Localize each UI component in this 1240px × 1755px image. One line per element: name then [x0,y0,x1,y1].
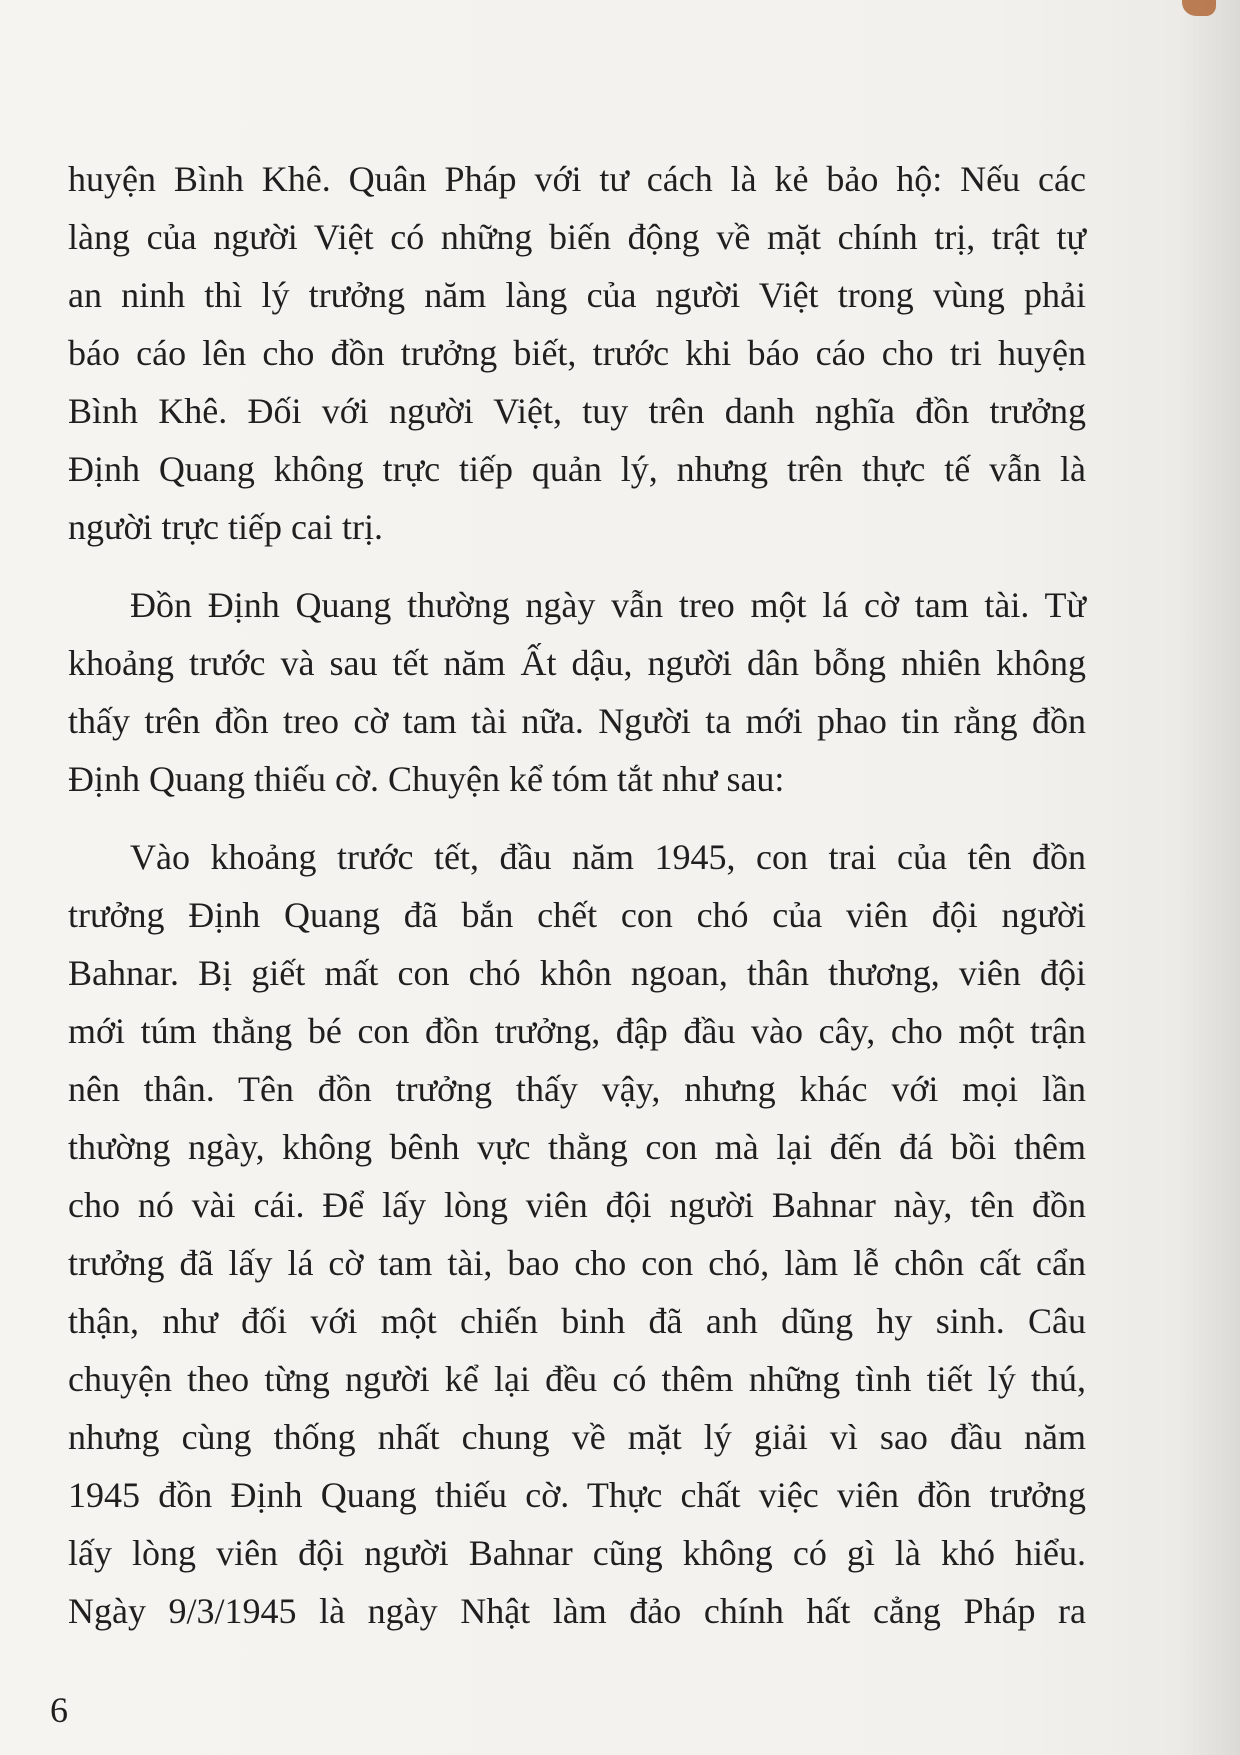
text-line: chuyện theo từng người kể lại đều có thêm những tình tiết lý thú, [68,1359,1086,1399]
text-line: làng của người Việt có những biến động về mặt chính trị, trật tự [68,217,1086,257]
text-line: trưởng Định Quang đã bắn chết con chó của viên đội người [68,895,1086,935]
text-line: Vào khoảng trước tết, đầu năm 1945, con trai của tên đồn [130,837,1086,877]
text-line: thấy trên đồn treo cờ tam tài nữa. Người ta mới phao tin rằng đồn [68,701,1086,741]
page-number: 6 [50,1690,68,1730]
paragraph-3 [68,828,1086,1640]
paragraph-2 [68,576,1086,808]
text-line: trưởng đã lấy lá cờ tam tài, bao cho con chó, làm lễ chôn cất cẩn [68,1243,1086,1283]
text-line: nhưng cùng thống nhất chung về mặt lý giải vì sao đầu năm [68,1417,1086,1457]
text-line: Định Quang không trực tiếp quản lý, nhưng trên thực tế vẫn là [68,449,1086,489]
text-line: 1945 đồn Định Quang thiếu cờ. Thực chất việc viên đồn trưởng [68,1475,1086,1515]
page-binding-shadow [1180,0,1240,1755]
text-line: nên thân. Tên đồn trưởng thấy vậy, nhưng khác với mọi lần [68,1069,1086,1109]
text-line: thường ngày, không bênh vực thằng con mà lại đến đá bồi thêm [68,1127,1086,1167]
text-line: Bình Khê. Đối với người Việt, tuy trên danh nghĩa đồn trưởng [68,391,1086,431]
text-line: mới túm thằng bé con đồn trưởng, đập đầu vào cây, cho một trận [68,1011,1086,1051]
text-line: cho nó vài cái. Để lấy lòng viên đội người Bahnar này, tên đồn [68,1185,1086,1225]
text-line: báo cáo lên cho đồn trưởng biết, trước khi báo cáo cho tri huyện [68,333,1086,373]
text-line: Ngày 9/3/1945 là ngày Nhật làm đảo chính hất cẳng Pháp ra [68,1591,1086,1631]
text-line: Bahnar. Bị giết mất con chó khôn ngoan, thân thương, viên đội [68,953,1086,993]
paragraph-1 [68,150,1086,556]
text-line: người trực tiếp cai trị. [68,507,383,547]
text-line: khoảng trước và sau tết năm Ất dậu, người dân bỗng nhiên không [68,643,1086,683]
body-text [68,150,1086,1660]
text-line: Đồn Định Quang thường ngày vẫn treo một lá cờ tam tài. Từ [130,585,1086,625]
text-line: an ninh thì lý trưởng năm làng của người Việt trong vùng phải [68,275,1086,315]
text-line: lấy lòng viên đội người Bahnar cũng không có gì là khó hiểu. [68,1533,1086,1573]
text-line: Định Quang thiếu cờ. Chuyện kể tóm tắt như sau: [68,759,785,799]
text-line: thận, như đối với một chiến binh đã anh dũng hy sinh. Câu [68,1301,1086,1341]
text-line: huyện Bình Khê. Quân Pháp với tư cách là kẻ bảo hộ: Nếu các [68,159,1086,199]
